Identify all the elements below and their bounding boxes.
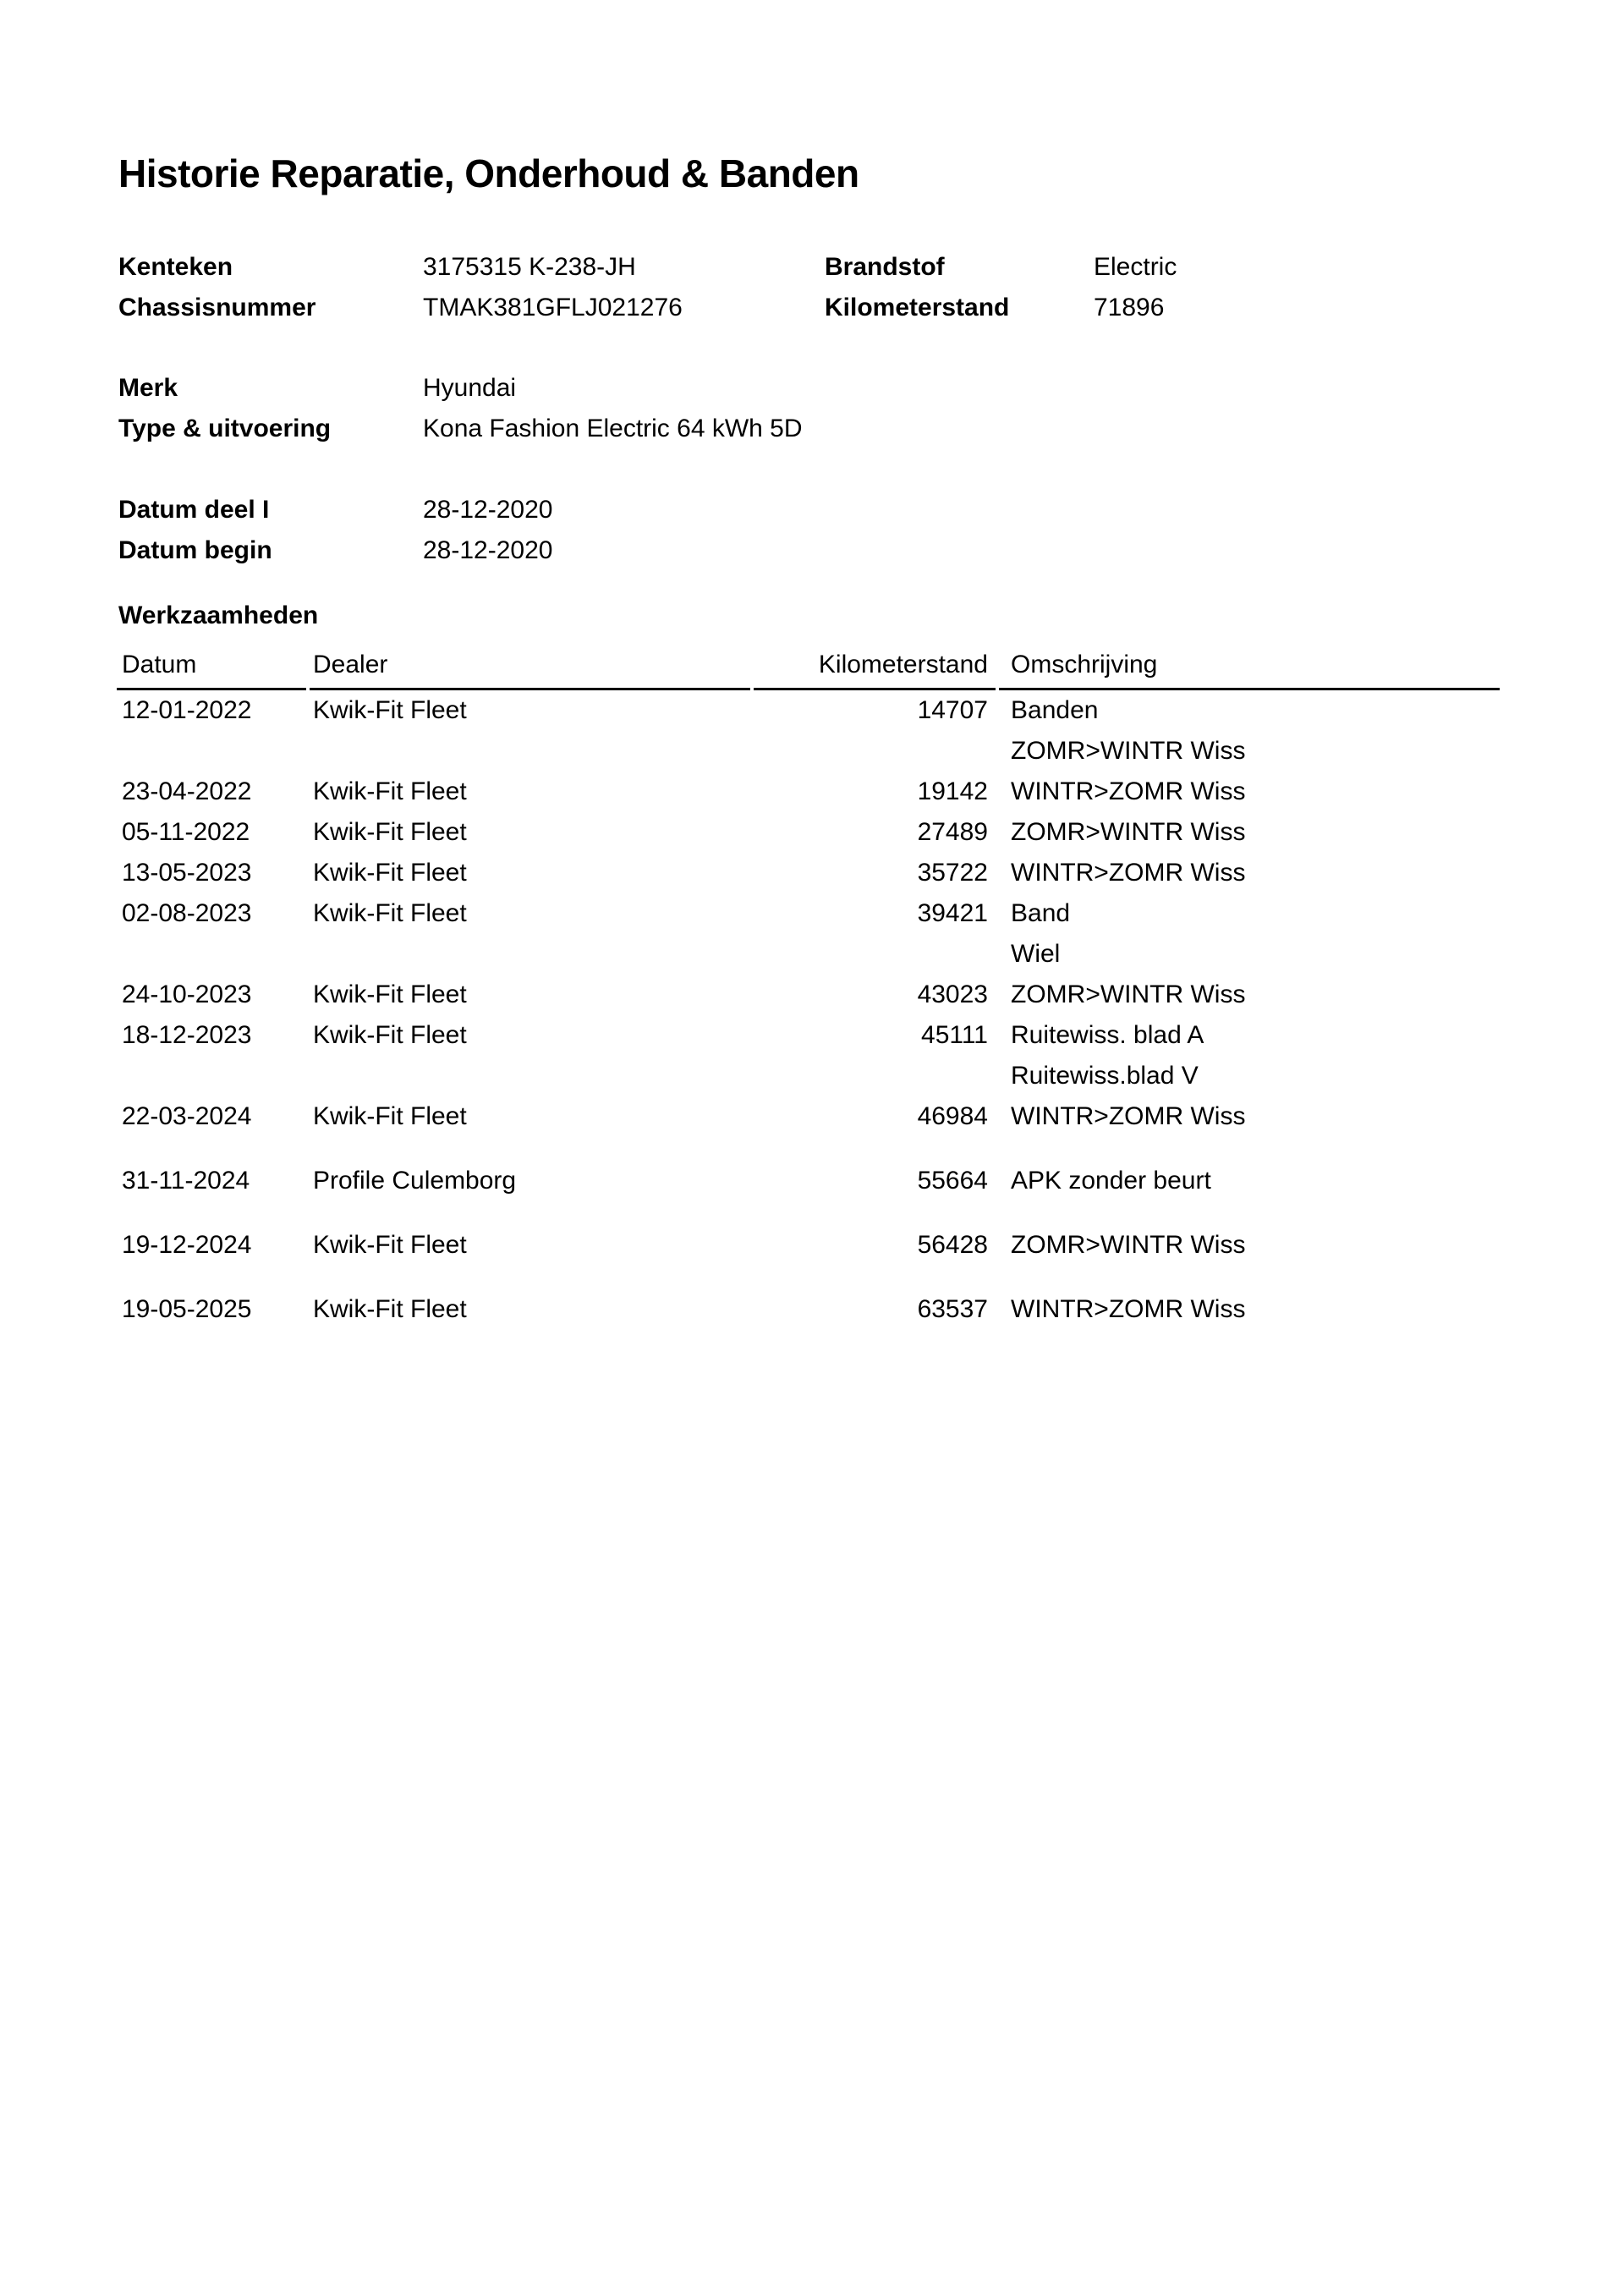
omschrijving-line: WINTR>ZOMR Wiss — [1011, 777, 1246, 805]
omschrijving-line: WINTR>ZOMR Wiss — [1011, 1295, 1246, 1323]
row-kilometerstand: 45111 — [921, 1021, 988, 1049]
merk-label: Merk — [118, 374, 178, 402]
datum-deel-i-value: 28-12-2020 — [423, 496, 553, 524]
omschrijving-line: ZOMR>WINTR Wiss — [1011, 980, 1246, 1008]
row-dealer: Kwik-Fit Fleet — [313, 818, 467, 846]
row-omschrijving — [999, 853, 1500, 893]
column-header-dealer: Dealer — [310, 650, 750, 690]
row-kilometerstand: 39421 — [917, 899, 988, 927]
omschrijving-line: Banden — [1011, 696, 1099, 724]
merk-value: Hyundai — [423, 374, 517, 402]
row-kilometerstand: 19142 — [917, 777, 988, 805]
omschrijving-line: Ruitewiss. blad A — [1011, 1021, 1204, 1049]
row-kilometerstand: 35722 — [917, 859, 988, 887]
row-datum: 31-11-2024 — [122, 1167, 250, 1195]
table-row — [117, 690, 1500, 772]
type-uitvoering-label: Type & uitvoering — [118, 415, 332, 442]
table-row — [117, 1225, 1500, 1266]
chassisnummer-value: TMAK381GFLJ021276 — [423, 294, 683, 321]
row-omschrijving — [999, 1225, 1500, 1266]
row-kilometerstand: 14707 — [917, 696, 988, 724]
row-omschrijving — [999, 812, 1500, 853]
brandstof-value: Electric — [1094, 253, 1177, 281]
row-datum: 19-12-2024 — [122, 1231, 252, 1259]
table-row — [117, 772, 1500, 812]
omschrijving-line: ZOMR>WINTR Wiss — [1011, 818, 1246, 846]
datum-deel-i-label: Datum deel I — [118, 496, 270, 524]
row-datum: 24-10-2023 — [122, 980, 252, 1008]
kenteken-label: Kenteken — [118, 253, 233, 281]
row-dealer: Kwik-Fit Fleet — [313, 696, 467, 724]
table-row — [117, 1015, 1500, 1096]
datum-begin-value: 28-12-2020 — [423, 536, 553, 564]
omschrijving-line: Band — [1011, 899, 1071, 927]
row-dealer: Kwik-Fit Fleet — [313, 980, 467, 1008]
row-omschrijving — [999, 1015, 1500, 1096]
row-datum: 19-05-2025 — [122, 1295, 252, 1323]
row-kilometerstand: 46984 — [917, 1102, 988, 1130]
row-omschrijving — [999, 1161, 1500, 1201]
table-row — [117, 853, 1500, 893]
row-omschrijving — [999, 975, 1500, 1015]
brandstof-label: Brandstof — [825, 253, 945, 281]
table-row — [117, 1161, 1500, 1201]
table-header-row — [117, 650, 1500, 690]
omschrijving-line: WINTR>ZOMR Wiss — [1011, 1102, 1246, 1130]
column-header-datum: Datum — [117, 650, 306, 690]
row-kilometerstand: 27489 — [917, 818, 988, 846]
row-dealer: Kwik-Fit Fleet — [313, 1295, 467, 1323]
table-row — [117, 893, 1500, 975]
row-omschrijving — [999, 772, 1500, 812]
omschrijving-line: APK zonder beurt — [1011, 1167, 1211, 1195]
row-kilometerstand: 63537 — [917, 1295, 988, 1323]
table-row — [117, 975, 1500, 1015]
row-dealer: Profile Culemborg — [313, 1167, 517, 1195]
table-row — [117, 1096, 1500, 1137]
omschrijving-line: Wiel — [1011, 940, 1061, 968]
row-datum: 05-11-2022 — [122, 818, 250, 846]
table-row — [117, 1289, 1500, 1330]
table-row — [117, 812, 1500, 853]
row-dealer: Kwik-Fit Fleet — [313, 899, 467, 927]
row-kilometerstand: 55664 — [917, 1167, 988, 1195]
werkzaamheden-heading: Werkzaamheden — [118, 601, 319, 629]
werkzaamheden-table — [117, 650, 1500, 1330]
omschrijving-line: ZOMR>WINTR Wiss — [1011, 737, 1246, 765]
row-omschrijving — [999, 1096, 1500, 1137]
chassisnummer-label: Chassisnummer — [118, 294, 316, 321]
row-omschrijving — [999, 690, 1500, 772]
omschrijving-line: ZOMR>WINTR Wiss — [1011, 1231, 1246, 1259]
column-header-kilometerstand: Kilometerstand — [754, 650, 996, 690]
row-dealer: Kwik-Fit Fleet — [313, 859, 467, 887]
row-dealer: Kwik-Fit Fleet — [313, 1021, 467, 1049]
row-omschrijving — [999, 1289, 1500, 1330]
omschrijving-line: Ruitewiss.blad V — [1011, 1062, 1199, 1090]
row-kilometerstand: 56428 — [917, 1231, 988, 1259]
page-title: Historie Reparatie, Onderhoud & Banden — [118, 151, 859, 195]
type-uitvoering-value: Kona Fashion Electric 64 kWh 5D — [423, 415, 803, 442]
row-dealer: Kwik-Fit Fleet — [313, 1231, 467, 1259]
row-datum: 22-03-2024 — [122, 1102, 252, 1130]
row-kilometerstand: 43023 — [917, 980, 988, 1008]
row-datum: 13-05-2023 — [122, 859, 252, 887]
datum-begin-label: Datum begin — [118, 536, 272, 564]
row-datum: 23-04-2022 — [122, 777, 252, 805]
row-dealer: Kwik-Fit Fleet — [313, 1102, 467, 1130]
omschrijving-line: WINTR>ZOMR Wiss — [1011, 859, 1246, 887]
row-datum: 02-08-2023 — [122, 899, 252, 927]
kilometerstand-value: 71896 — [1094, 294, 1165, 321]
row-datum: 12-01-2022 — [122, 696, 252, 724]
column-header-omschrijving: Omschrijving — [999, 650, 1500, 690]
row-datum: 18-12-2023 — [122, 1021, 252, 1049]
kilometerstand-label: Kilometerstand — [825, 294, 1010, 321]
kenteken-value: 3175315 K-238-JH — [423, 253, 636, 281]
row-omschrijving — [999, 893, 1500, 975]
table-body — [117, 690, 1500, 1330]
row-dealer: Kwik-Fit Fleet — [313, 777, 467, 805]
